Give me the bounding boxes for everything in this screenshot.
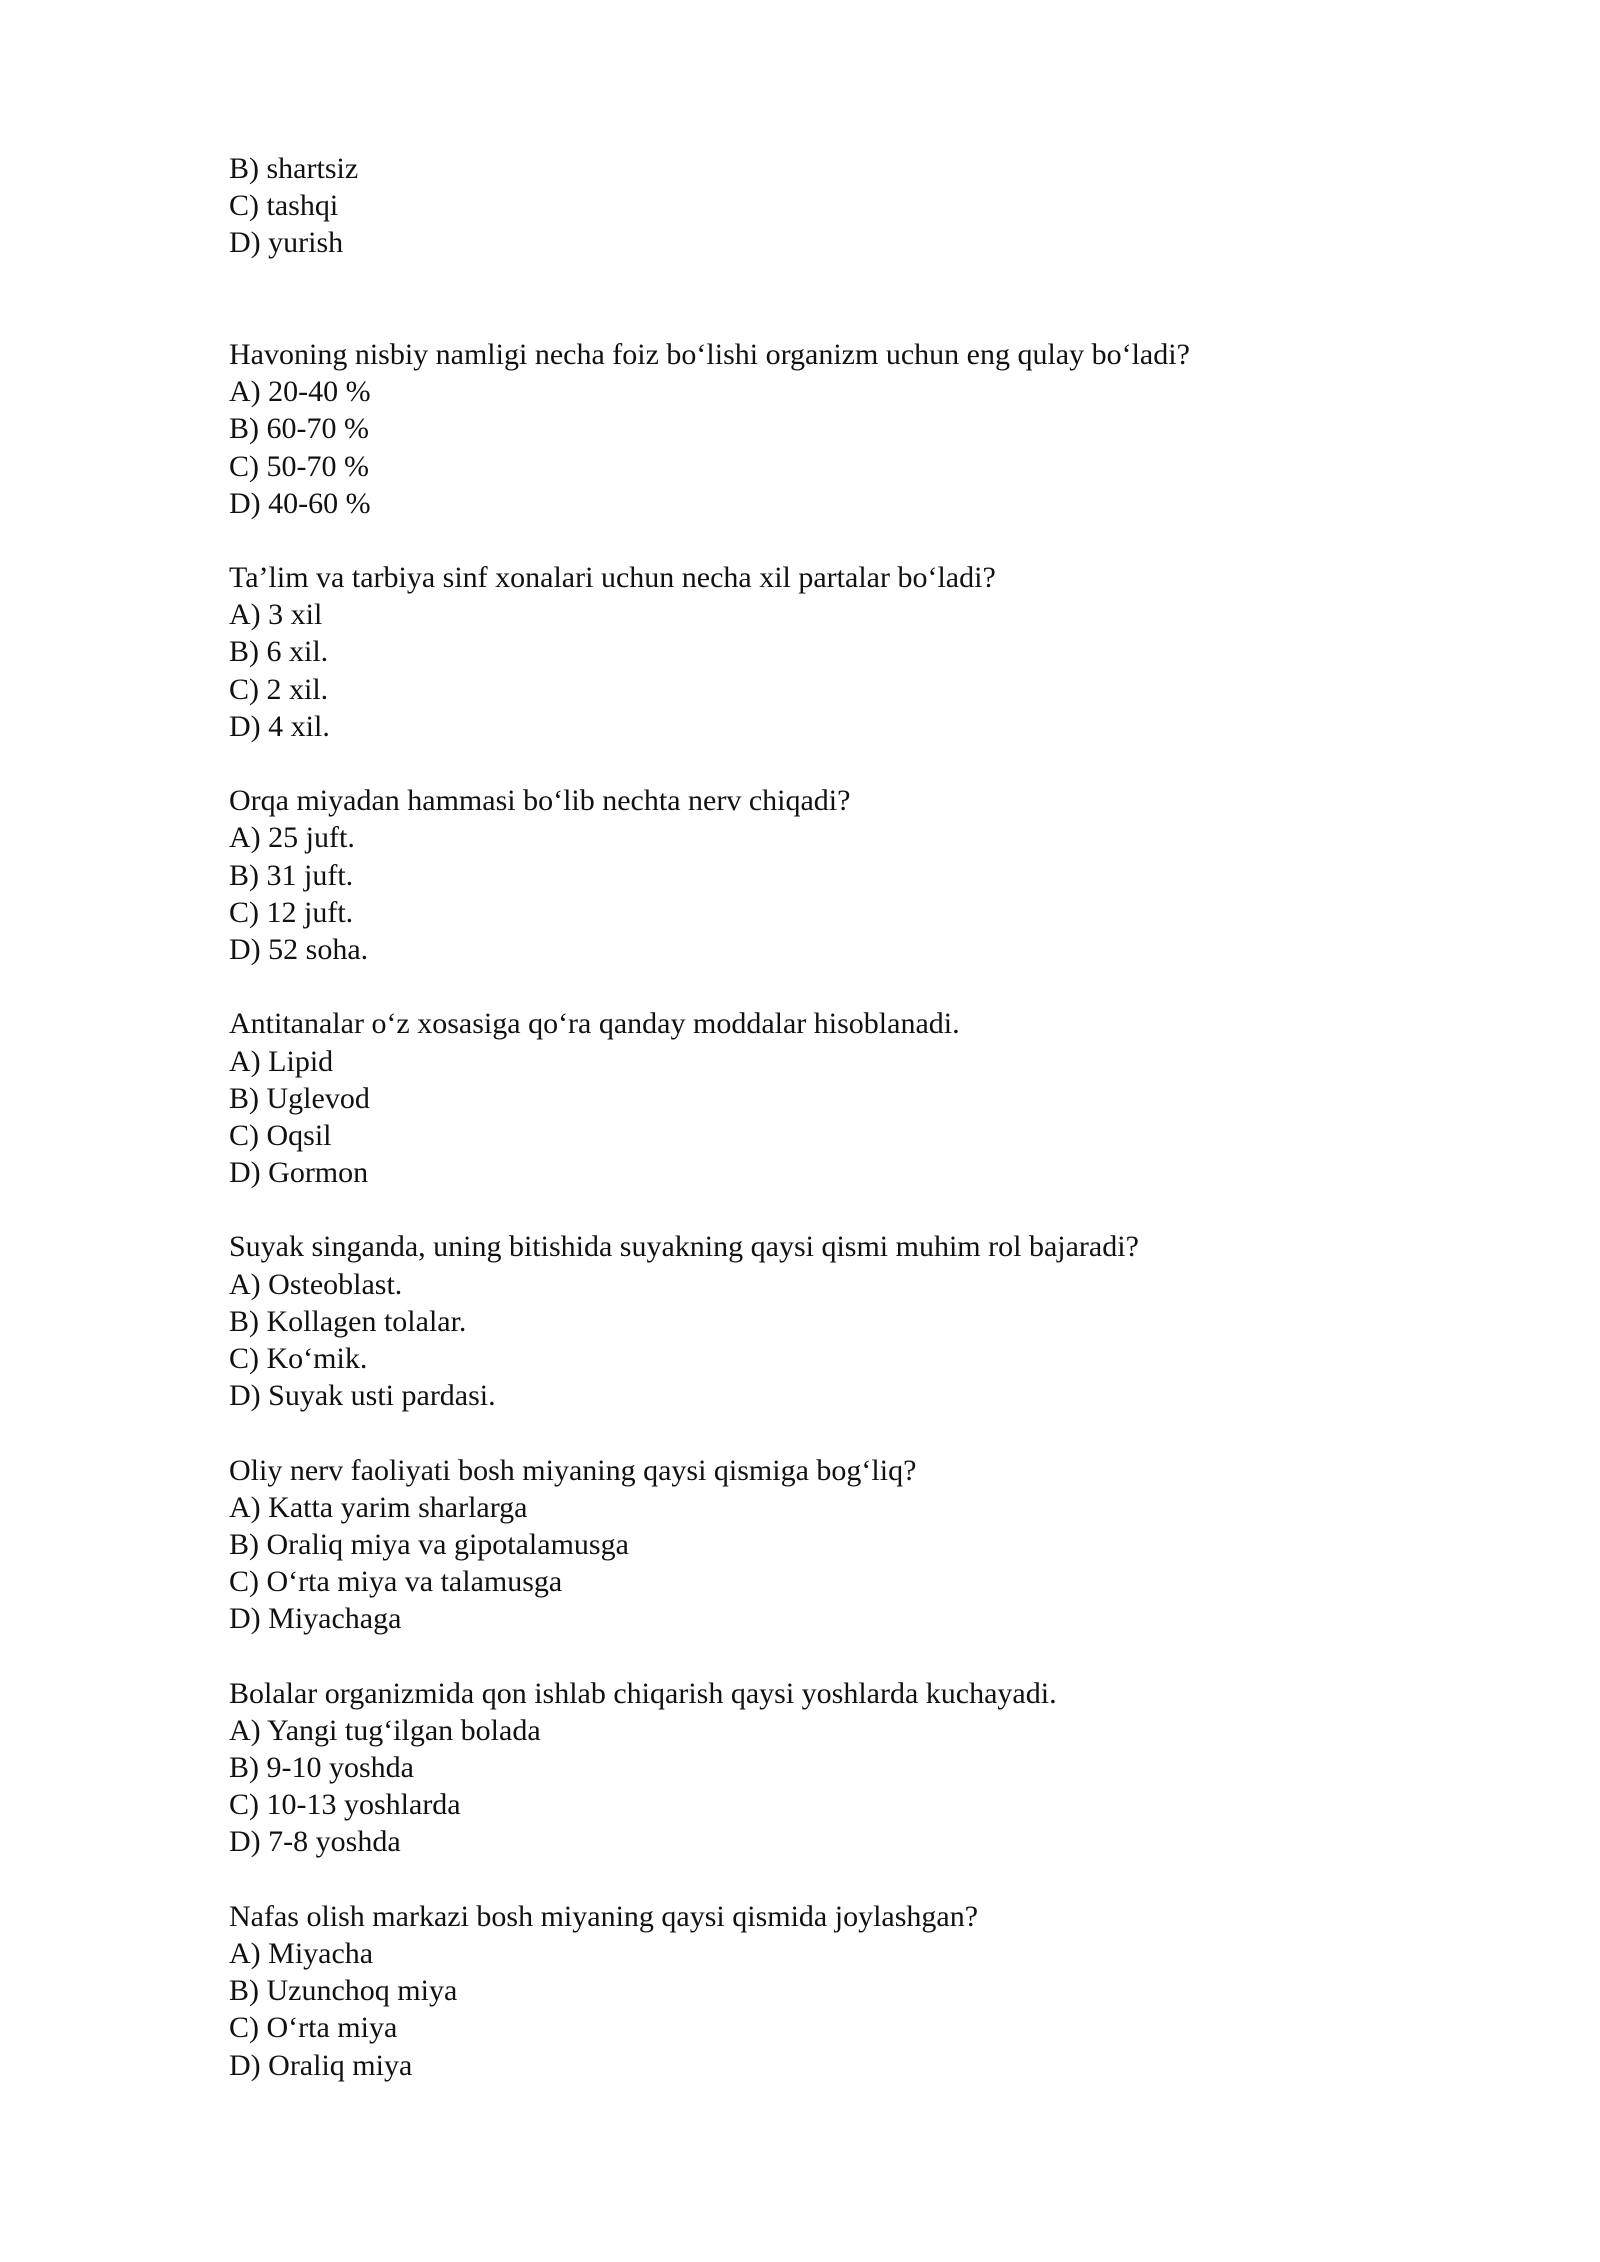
option-line: D) Gormon bbox=[229, 1156, 369, 1190]
option-line: D) 4 xil. bbox=[229, 709, 330, 743]
option-line: C) Ko‘mik. bbox=[229, 1342, 368, 1376]
question-block bbox=[229, 1452, 1529, 1638]
quiz-content bbox=[229, 150, 1529, 2084]
option-line: A) Katta yarim sharlarga bbox=[229, 1490, 528, 1524]
option-line: B) 6 xil. bbox=[229, 635, 329, 669]
option-line: C) 50-70 % bbox=[229, 449, 369, 483]
question-block bbox=[229, 1898, 1529, 2084]
option-line: A) 20-40 % bbox=[229, 375, 371, 409]
option-line: C) O‘rta miya va talamusga bbox=[229, 1565, 563, 1599]
option-line: D) Miyachaga bbox=[229, 1602, 402, 1636]
option-line: B) Uglevod bbox=[229, 1081, 370, 1115]
option-line: B) 60-70 % bbox=[229, 412, 369, 446]
option-line: C) 2 xil. bbox=[229, 672, 329, 706]
option-line: A) Yangi tug‘ilgan bolada bbox=[229, 1713, 541, 1747]
option-line: C) Oqsil bbox=[229, 1118, 332, 1152]
option-line: A) Osteoblast. bbox=[229, 1267, 403, 1301]
option-line: D) 7-8 yoshda bbox=[229, 1825, 401, 1859]
option-line: C) 10-13 yoshlarda bbox=[229, 1788, 461, 1822]
option-line: C) tashqi bbox=[229, 189, 339, 223]
option-line: B) Oraliq miya va gipotalamusga bbox=[229, 1527, 629, 1561]
question-block bbox=[229, 782, 1529, 968]
question-text: Ta’lim va tarbiya sinf xonalari uchun necha xil partalar bo‘ladi? bbox=[229, 561, 996, 595]
question-block bbox=[229, 336, 1529, 522]
option-line: B) 9-10 yoshda bbox=[229, 1751, 414, 1785]
question-text: Bolalar organizmida qon ishlab chiqarish qaysi yoshlarda kuchayadi. bbox=[229, 1676, 1057, 1710]
option-line: C) O‘rta miya bbox=[229, 2011, 398, 2045]
question-text: Antitanalar o‘z xosasiga qo‘ra qanday moddalar hisoblanadi. bbox=[229, 1007, 960, 1041]
option-line: D) Oraliq miya bbox=[229, 2048, 413, 2082]
question-text: Orqa miyadan hammasi bo‘lib nechta nerv chiqadi? bbox=[229, 784, 851, 818]
question-text: Nafas olish markazi bosh miyaning qaysi qismida joylashgan? bbox=[229, 1899, 979, 1933]
option-line: D) yurish bbox=[229, 226, 344, 260]
question-block bbox=[229, 559, 1529, 745]
question-text: Oliy nerv faoliyati bosh miyaning qaysi qismiga bog‘liq? bbox=[229, 1453, 917, 1487]
option-line: B) Kollagen tolalar. bbox=[229, 1304, 467, 1338]
question-block bbox=[229, 1675, 1529, 1861]
option-line: A) 3 xil bbox=[229, 598, 323, 632]
question-block bbox=[229, 1228, 1529, 1414]
option-line: D) 52 soha. bbox=[229, 932, 369, 966]
option-line: A) Lipid bbox=[229, 1044, 334, 1078]
option-line: A) 25 juft. bbox=[229, 821, 355, 855]
option-line: D) 40-60 % bbox=[229, 486, 371, 520]
option-line: B) Uzunchoq miya bbox=[229, 1974, 458, 2008]
option-line: A) Miyacha bbox=[229, 1937, 374, 1971]
option-line: B) shartsiz bbox=[229, 152, 359, 185]
option-line: B) 31 juft. bbox=[229, 858, 354, 892]
question-text: Havoning nisbiy namligi necha foiz bo‘lishi organizm uchun eng qulay bo‘ladi? bbox=[229, 337, 1190, 371]
leading-options bbox=[229, 150, 1529, 262]
question-block bbox=[229, 1005, 1529, 1191]
question-text: Suyak singanda, uning bitishida suyakning qaysi qismi muhim rol bajaradi? bbox=[229, 1230, 1139, 1264]
option-line: D) Suyak usti pardasi. bbox=[229, 1379, 496, 1413]
option-line: C) 12 juft. bbox=[229, 895, 354, 929]
